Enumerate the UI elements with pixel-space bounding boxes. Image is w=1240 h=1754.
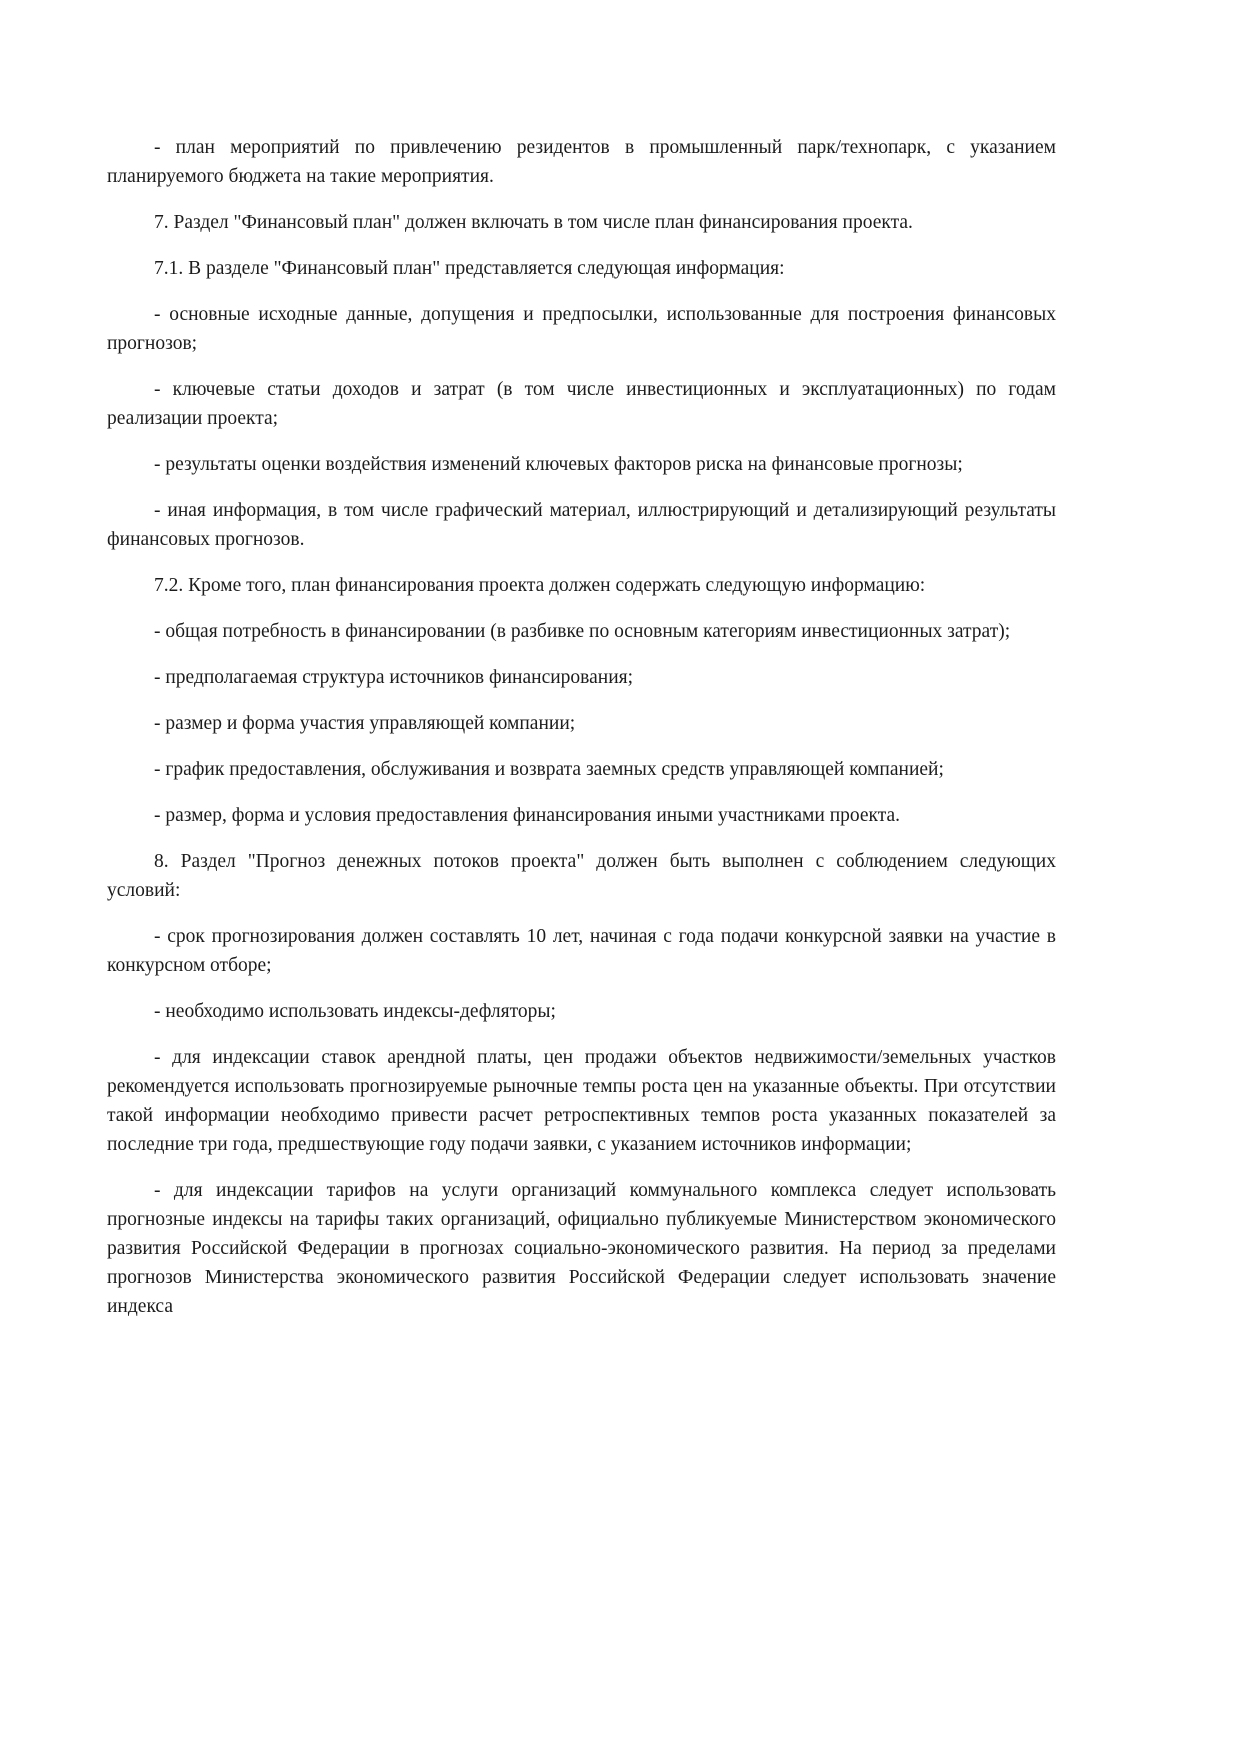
paragraph-section-7-1: 7.1. В разделе "Финансовый план" представляется следующая информация: bbox=[154, 258, 785, 279]
paragraph: - ключевые статьи доходов и затрат (в том числе инвестиционных и эксплуатационных) по годам реализации проекта; bbox=[107, 379, 1056, 429]
paragraph: - необходимо использовать индексы-дефляторы; bbox=[154, 1001, 556, 1022]
paragraph: - предполагаемая структура источников финансирования; bbox=[154, 667, 634, 688]
paragraph-section-7-2: 7.2. Кроме того, план финансирования проекта должен содержать следующую информацию: bbox=[154, 575, 926, 596]
paragraph: - размер, форма и условия предоставления финансирования иными участниками проекта. bbox=[154, 805, 901, 826]
paragraph: - общая потребность в финансировании (в разбивке по основным категориям инвестиционных затрат); bbox=[154, 621, 1011, 642]
paragraph: - срок прогнозирования должен составлять 10 лет, начиная с года подачи конкурсной заявки на участие в конкурсном отборе; bbox=[107, 926, 1056, 976]
paragraph: - для индексации ставок арендной платы, цен продажи объектов недвижимости/земельных участков рекомендуется использовать прогнозируемые рыночные темпы роста цен на указанные объекты. При отсутствии такой информации необходимо привести расчет ретроспективных темпов роста указанных показателей за последние три года, предшествующие году подачи заявки, с указанием источников информации; bbox=[107, 1047, 1056, 1155]
paragraph-section-8: 8. Раздел "Прогноз денежных потоков проекта" должен быть выполнен с соблюдением следующих условий: bbox=[107, 851, 1056, 901]
paragraph: - результаты оценки воздействия изменений ключевых факторов риска на финансовые прогнозы; bbox=[154, 454, 963, 475]
paragraph: - основные исходные данные, допущения и предпосылки, использованные для построения финансовых прогнозов; bbox=[107, 304, 1056, 354]
paragraph-section-7: 7. Раздел "Финансовый план" должен включать в том числе план финансирования проекта. bbox=[154, 212, 913, 233]
paragraph: - иная информация, в том числе графический материал, иллюстрирующий и детализирующий результаты финансовых прогнозов. bbox=[107, 500, 1056, 550]
paragraph: - график предоставления, обслуживания и возврата заемных средств управляющей компанией; bbox=[154, 759, 944, 780]
paragraph: - размер и форма участия управляющей компании; bbox=[154, 713, 576, 734]
paragraph: - план мероприятий по привлечению резидентов в промышленный парк/технопарк, с указанием планируемого бюджета на такие мероприятия. bbox=[107, 137, 1056, 187]
paragraph: - для индексации тарифов на услуги организаций коммунального комплекса следует использовать прогнозные индексы на тарифы таких организаций, официально публикуемые Министерством экономического развития Российской Федерации в прогнозах социально-экономического развития. На период за пределами прогнозов Министерства экономического развития Российской Федерации следует использовать значение индекса bbox=[107, 1180, 1056, 1317]
